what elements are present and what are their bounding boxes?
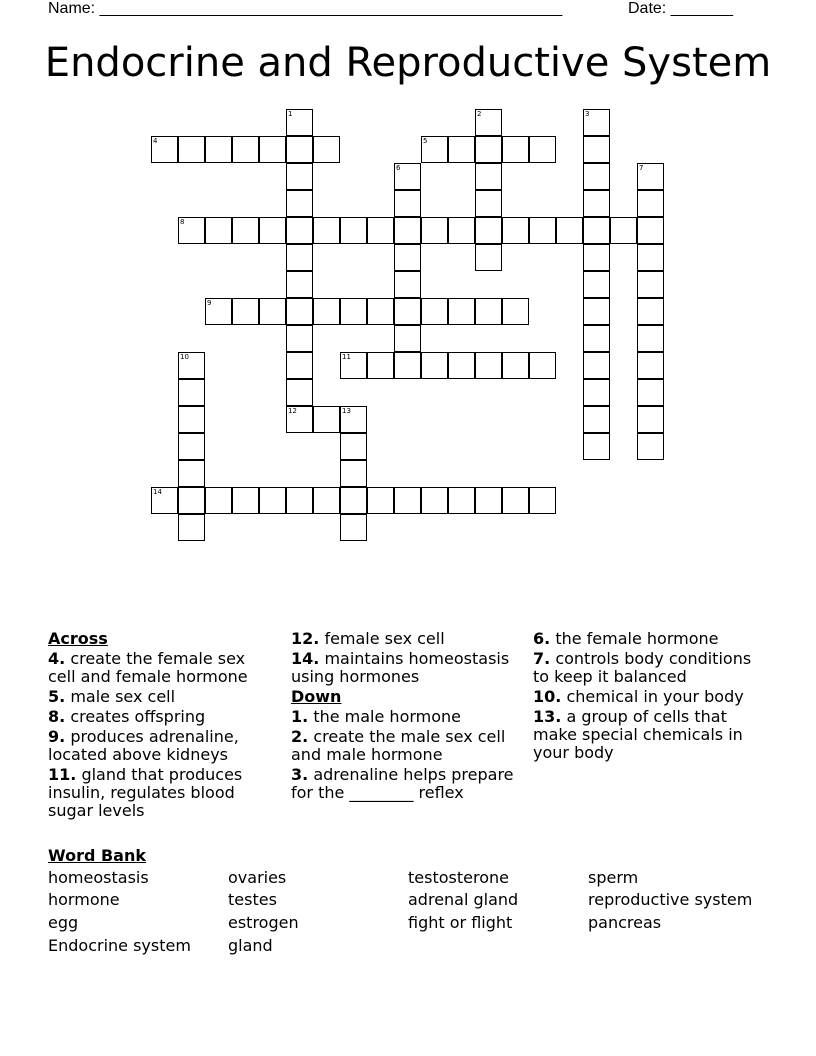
crossword-cell[interactable] [502,136,529,163]
crossword-cell[interactable] [340,298,367,325]
crossword-cell[interactable] [286,163,313,190]
crossword-cell[interactable] [475,190,502,217]
crossword-cell[interactable] [583,271,610,298]
crossword-cell[interactable] [205,487,232,514]
crossword-cell[interactable] [151,487,178,514]
crossword-cell[interactable] [394,298,421,325]
crossword-cell[interactable] [178,514,205,541]
word-bank-item: ovaries [228,868,287,887]
crossword-cell[interactable] [637,406,664,433]
crossword-cell[interactable] [232,298,259,325]
clue-number: 14 [153,488,162,496]
crossword-cell[interactable] [340,352,367,379]
word-bank-item: testes [228,890,277,909]
crossword-cell[interactable] [286,190,313,217]
crossword-cell[interactable] [637,298,664,325]
clue-across-4: 4. create the female sex cell and female hormone [48,649,248,686]
clue-down-7: 7. controls body conditions to keep it balanced [533,649,752,686]
crossword-cell[interactable] [286,487,313,514]
crossword-cell[interactable] [475,298,502,325]
clue-down-1: 1. the male hormone [291,707,462,726]
crossword-cell[interactable] [448,298,475,325]
crossword-cell[interactable] [286,379,313,406]
crossword-cell[interactable] [178,352,205,379]
crossword-cell[interactable] [340,406,367,433]
crossword-cell[interactable] [583,379,610,406]
crossword-cell[interactable] [340,487,367,514]
clue-number: 13 [342,407,351,415]
page-title: Endocrine and Reproductive System [44,40,772,86]
clue-down-13: 13. a group of cells that make special chemicals in your body [533,707,743,762]
crossword-cell[interactable] [502,487,529,514]
crossword-cell[interactable] [178,460,205,487]
crossword-cell[interactable] [475,163,502,190]
crossword-cell[interactable] [232,487,259,514]
word-bank-item: Endocrine system [48,936,191,955]
crossword-cell[interactable] [448,352,475,379]
crossword-cell[interactable] [529,136,556,163]
crossword-cell[interactable] [151,136,178,163]
crossword-cell[interactable] [178,217,205,244]
clue-number: 10 [180,353,189,361]
clue-number: 12 [288,407,297,415]
crossword-cell[interactable] [448,487,475,514]
crossword-cell[interactable] [556,217,583,244]
crossword-cell[interactable] [637,163,664,190]
crossword-cell[interactable] [394,190,421,217]
clue-across-9: 9. produces adrenaline, located above kidneys [48,727,239,764]
crossword-cell[interactable] [286,271,313,298]
crossword-cell[interactable] [232,136,259,163]
crossword-cell[interactable] [367,487,394,514]
crossword-cell[interactable] [475,217,502,244]
crossword-cell[interactable] [583,217,610,244]
crossword-cell[interactable] [394,271,421,298]
clue-down-2: 2. create the male sex cell and male hormone [291,727,506,764]
clue-down-6: 6. the female hormone [533,629,719,648]
crossword-cell[interactable] [232,217,259,244]
word-bank-item: homeostasis [48,868,149,887]
crossword-cell[interactable] [502,352,529,379]
word-bank-item: sperm [588,868,639,887]
crossword-cell[interactable] [394,352,421,379]
crossword-cell[interactable] [583,352,610,379]
crossword-cell[interactable] [637,433,664,460]
clues-column-3 [533,630,763,764]
crossword-cell[interactable] [529,352,556,379]
crossword-cell[interactable] [286,217,313,244]
word-bank-item: testosterone [408,868,509,887]
word-bank-item: hormone [48,890,120,909]
crossword-cell[interactable] [583,325,610,352]
crossword-cell[interactable] [340,217,367,244]
crossword-cell[interactable] [178,379,205,406]
crossword-cell[interactable] [286,109,313,136]
crossword-cell[interactable] [394,217,421,244]
crossword-cell[interactable] [205,217,232,244]
crossword-cell[interactable] [421,217,448,244]
crossword-cell[interactable] [367,217,394,244]
crossword-cell[interactable] [610,217,637,244]
crossword-cell[interactable] [340,433,367,460]
crossword-cell[interactable] [421,136,448,163]
crossword-cell[interactable] [637,190,664,217]
clues-column-1 [48,630,273,822]
crossword-cell[interactable] [637,244,664,271]
crossword-cell[interactable] [583,163,610,190]
crossword-cell[interactable] [583,406,610,433]
word-bank-item: pancreas [588,913,662,932]
crossword-cell[interactable] [421,298,448,325]
crossword-cell[interactable] [637,325,664,352]
crossword-cell[interactable] [340,514,367,541]
crossword-cell[interactable] [286,406,313,433]
crossword-cell[interactable] [583,136,610,163]
clue-number: 11 [342,353,351,361]
crossword-cell[interactable] [502,298,529,325]
word-bank-item: adrenal gland [408,890,519,909]
crossword-cell[interactable] [259,298,286,325]
crossword-cell[interactable] [394,487,421,514]
word-bank-item: gland [228,936,273,955]
clue-number: 9 [207,299,212,307]
clue-number: 7 [639,164,644,172]
crossword-cell[interactable] [205,298,232,325]
clue-down-3: 3. adrenaline helps prepare for the ________ reflex [291,765,514,802]
crossword-cell[interactable] [313,406,340,433]
name-field[interactable]: Name: ____________________________________________________ [48,0,563,17]
crossword-cell[interactable] [475,487,502,514]
crossword-cell[interactable] [583,433,610,460]
down-heading: Down [291,687,342,706]
crossword-cell[interactable] [286,136,313,163]
crossword-cell[interactable] [313,298,340,325]
clue-number: 1 [288,110,293,118]
crossword-cell[interactable] [583,190,610,217]
crossword-cell[interactable] [475,244,502,271]
word-bank-heading: Word Bank [48,846,147,865]
crossword-cell[interactable] [178,406,205,433]
clue-across-14: 14. maintains homeostasis using hormones [291,649,510,686]
crossword-cell[interactable] [421,352,448,379]
crossword-cell[interactable] [637,217,664,244]
crossword-cell[interactable] [448,136,475,163]
clue-number: 3 [585,110,590,118]
crossword-cell[interactable] [313,217,340,244]
crossword-cell[interactable] [502,217,529,244]
crossword-cell[interactable] [394,244,421,271]
crossword-cell[interactable] [313,136,340,163]
crossword-cell[interactable] [367,352,394,379]
crossword-cell[interactable] [583,109,610,136]
crossword-cell[interactable] [286,298,313,325]
word-bank-item: reproductive system [588,890,753,909]
clue-number: 6 [396,164,401,172]
clue-across-8: 8. creates offspring [48,707,206,726]
crossword-cell[interactable] [637,271,664,298]
crossword-cell[interactable] [448,217,475,244]
crossword-cell[interactable] [178,433,205,460]
clue-down-10: 10. chemical in your body [533,687,744,706]
clue-number: 2 [477,110,482,118]
crossword-cell[interactable] [475,109,502,136]
crossword-cell[interactable] [286,352,313,379]
word-bank-item: fight or flight [408,913,513,932]
clue-number: 8 [180,218,185,226]
crossword-cell[interactable] [286,244,313,271]
crossword-cell[interactable] [178,487,205,514]
crossword-cell[interactable] [313,487,340,514]
word-bank-item: estrogen [228,913,299,932]
crossword-cell[interactable] [475,352,502,379]
crossword-cell[interactable] [259,136,286,163]
crossword-cell[interactable] [583,298,610,325]
crossword-cell[interactable] [286,325,313,352]
crossword-cell[interactable] [178,136,205,163]
crossword-cell[interactable] [475,136,502,163]
crossword-cell[interactable] [367,298,394,325]
crossword-cell[interactable] [529,487,556,514]
word-bank-item: egg [48,913,79,932]
crossword-cell[interactable] [637,379,664,406]
across-heading: Across [48,629,108,648]
crossword-cell[interactable] [394,163,421,190]
crossword-cell[interactable] [421,487,448,514]
date-field[interactable]: Date: _______ [628,0,733,17]
clue-across-12: 12. female sex cell [291,629,445,648]
crossword-cell[interactable] [583,244,610,271]
clue-number: 4 [153,137,158,145]
crossword-cell[interactable] [529,217,556,244]
crossword-cell[interactable] [259,217,286,244]
crossword-cell[interactable] [340,460,367,487]
clue-across-5: 5. male sex cell [48,687,176,706]
crossword-cell[interactable] [637,352,664,379]
crossword-cell[interactable] [259,487,286,514]
crossword-cell[interactable] [394,325,421,352]
crossword-cell[interactable] [205,136,232,163]
clues-column-2 [291,630,526,804]
clue-number: 5 [423,137,428,145]
clue-across-11: 11. gland that produces insulin, regulates blood sugar levels [48,765,243,820]
